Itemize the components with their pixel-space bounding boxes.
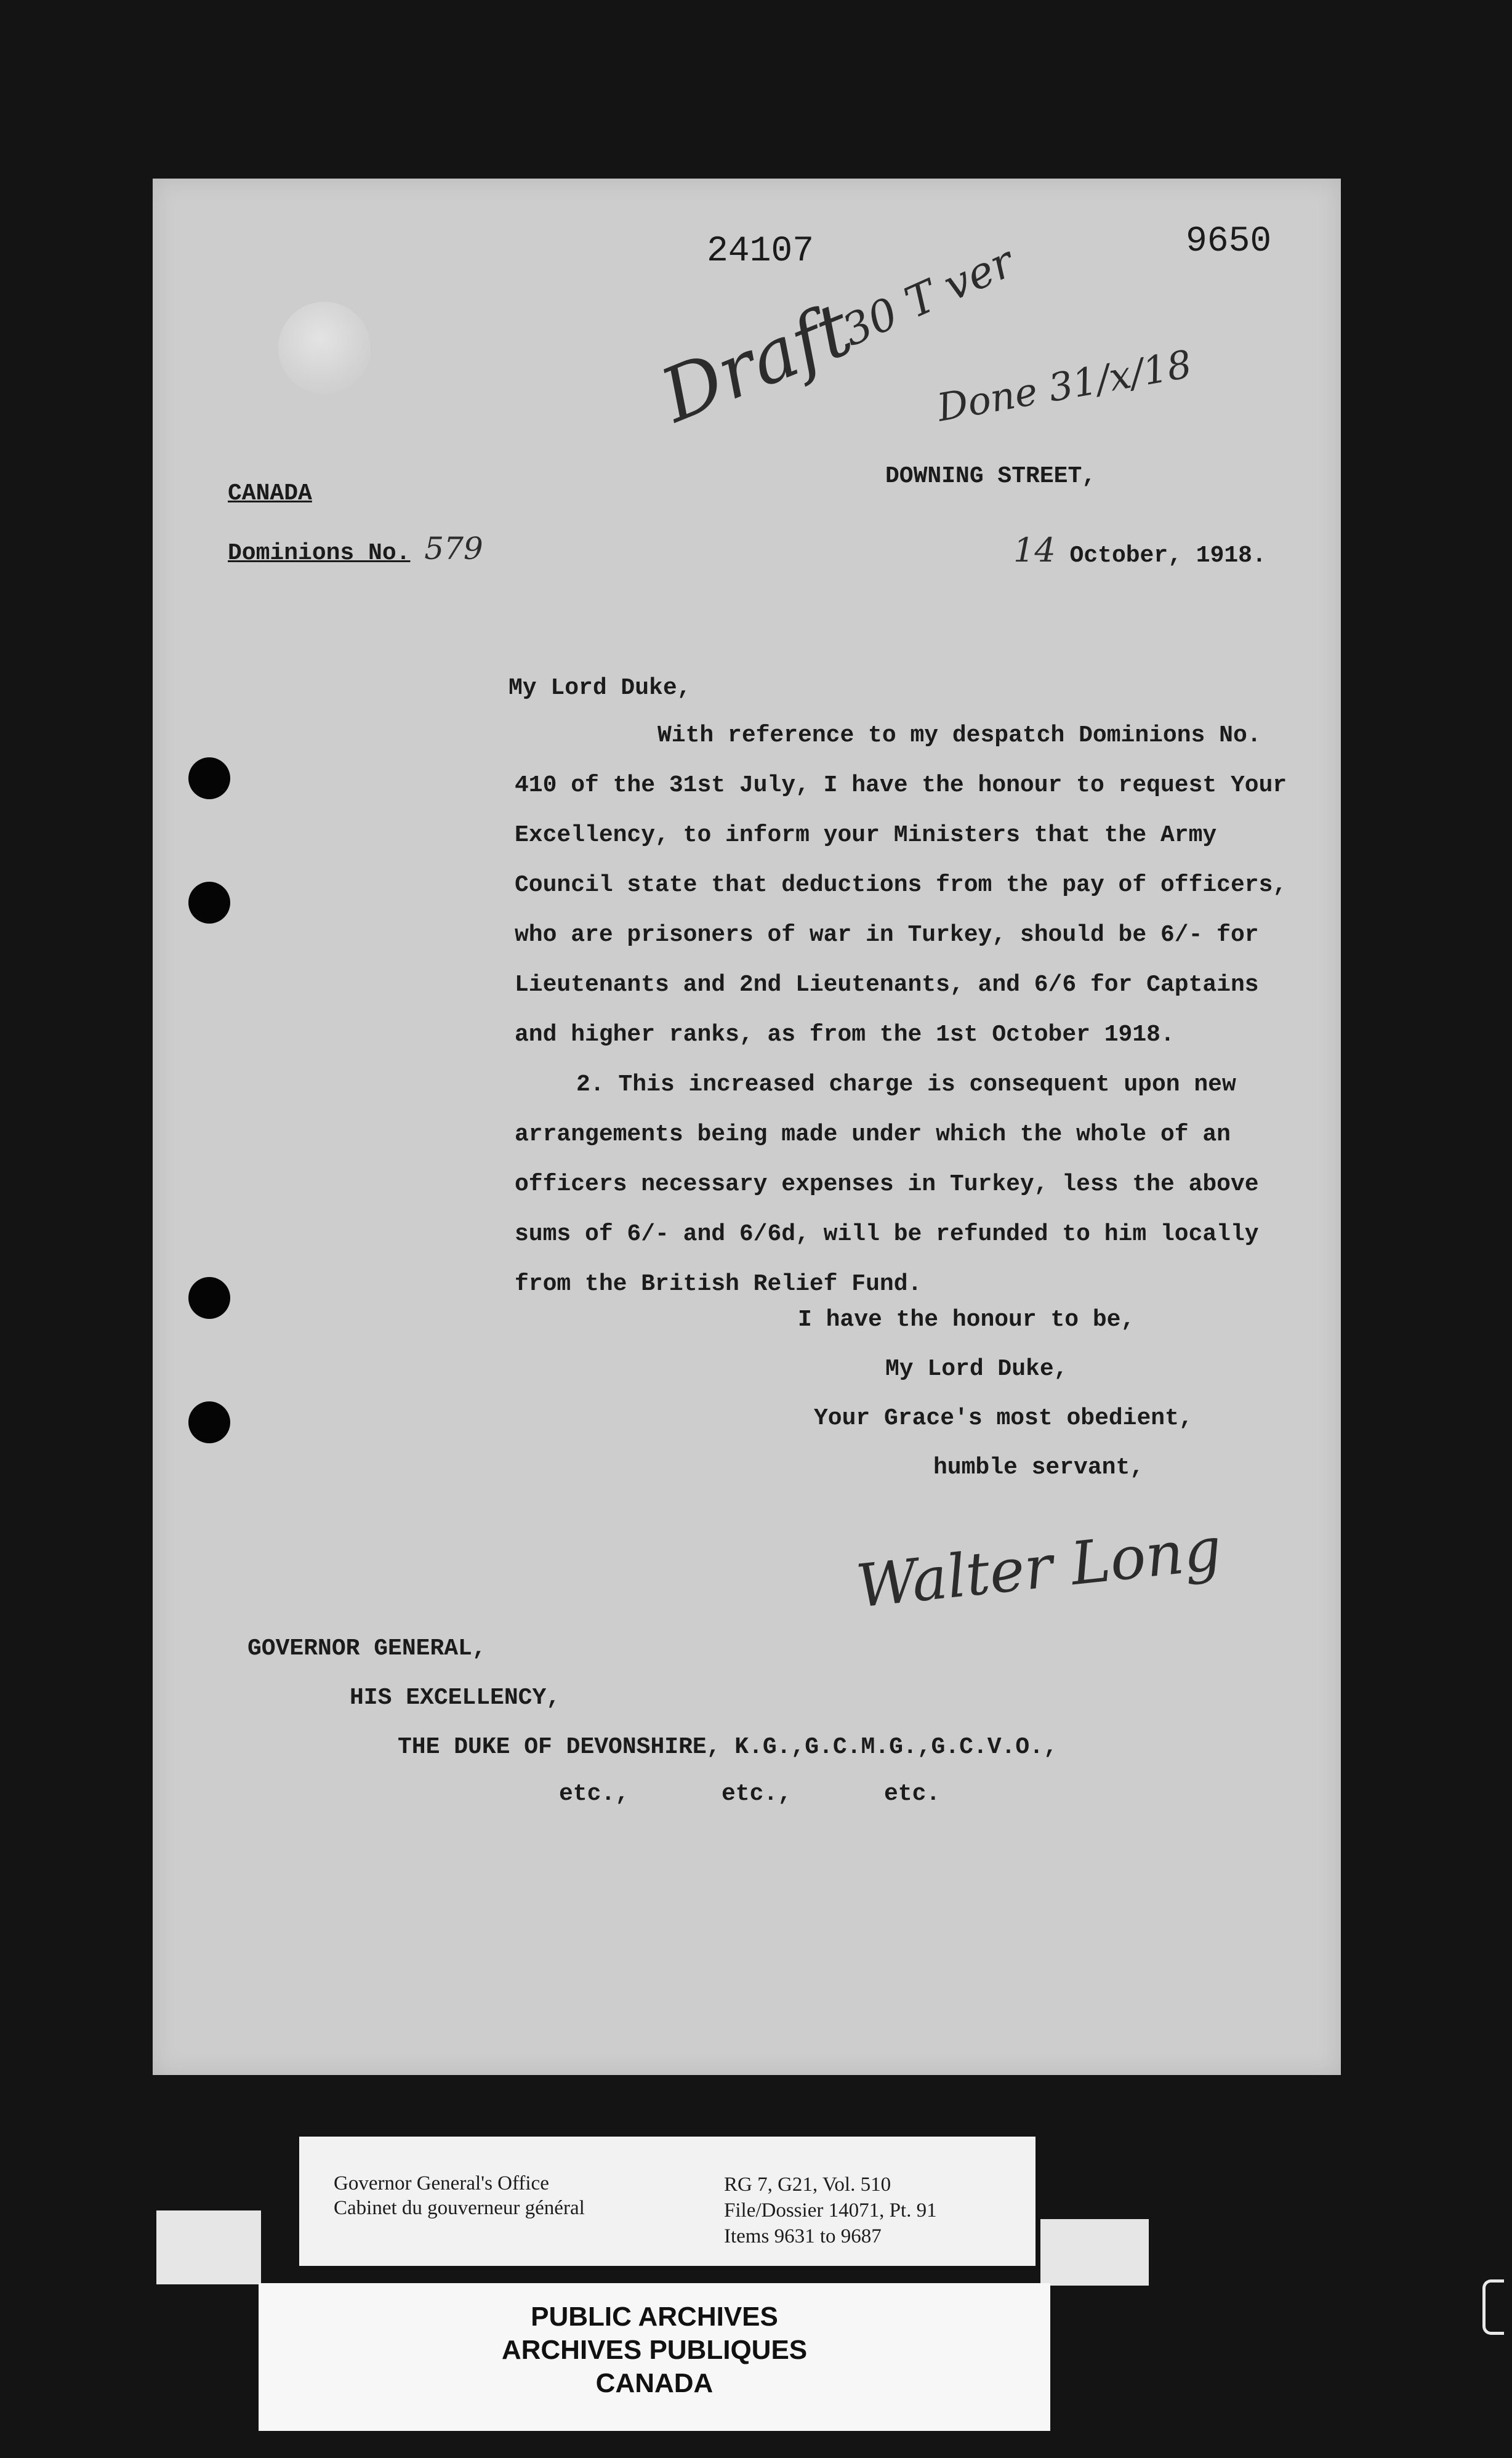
- body-line: sums of 6/- and 6/6d, will be refunded to him locally: [515, 1221, 1259, 1247]
- stamp-line: ARCHIVES PUBLIQUES: [501, 2335, 808, 2365]
- body-line: and higher ranks, as from the 1st October 1918.: [515, 1021, 1175, 1048]
- closing-line: I have the honour to be,: [798, 1307, 1135, 1333]
- label-office-fr: Cabinet du gouverneur général: [334, 2197, 585, 2219]
- body-line: Council state that deductions from the pay of officers,: [515, 872, 1287, 898]
- embossed-seal-icon: [278, 302, 371, 394]
- punch-hole-icon: [188, 1401, 230, 1443]
- closing-line: humble servant,: [933, 1454, 1144, 1481]
- etc-item: etc.: [884, 1781, 941, 1807]
- punch-hole-icon: [188, 1277, 230, 1319]
- etc-item: etc.,: [559, 1781, 630, 1807]
- body-line: Excellency, to inform your Ministers that the Army: [515, 822, 1217, 848]
- body-line: 2. This increased charge is consequent upon new: [576, 1071, 1236, 1098]
- item-number: 9650: [1186, 222, 1272, 262]
- addressee-line: HIS EXCELLENCY,: [350, 1685, 561, 1711]
- signature: Walter Long: [853, 1514, 1225, 1621]
- body-line: 410 of the 31st July, I have the honour to request Your: [515, 772, 1287, 799]
- body-line: With reference to my despatch Dominions No.: [657, 722, 1261, 749]
- salutation: My Lord Duke,: [509, 675, 691, 701]
- label-tab-left: [156, 2210, 261, 2284]
- addressee-line: GOVERNOR GENERAL,: [247, 1635, 486, 1662]
- stamp-line: CANADA: [595, 2368, 714, 2398]
- closing-line: Your Grace's most obedient,: [814, 1405, 1193, 1432]
- punch-hole-icon: [188, 882, 230, 924]
- label-tab-right: [1040, 2219, 1149, 2286]
- handwritten-ref: 30 T ver: [835, 236, 1021, 357]
- etc-item: etc.,: [722, 1781, 792, 1807]
- date-day: 14: [1013, 531, 1056, 570]
- date: [1013, 531, 1266, 570]
- handwritten-done: Done 31/x/18: [933, 341, 1196, 430]
- body-line: Lieutenants and 2nd Lieutenants, and 6/6 for Captains: [515, 972, 1259, 998]
- dominions-number: 579: [424, 531, 483, 566]
- punch-hole-icon: [188, 757, 230, 799]
- body-line: arrangements being made under which the whole of an: [515, 1121, 1231, 1148]
- label-items: Items 9631 to 9687: [724, 2225, 882, 2247]
- dominions-label-text: Dominions No.: [228, 540, 411, 566]
- body-line: from the British Relief Fund.: [515, 1271, 922, 1297]
- file-number: 24107: [707, 232, 814, 272]
- archives-stamp: [259, 2283, 1050, 2431]
- scan-edge-mark: [1482, 2279, 1504, 2335]
- body-line: officers necessary expenses in Turkey, less the above: [515, 1171, 1259, 1198]
- stamp-line: PUBLIC ARCHIVES: [531, 2302, 778, 2332]
- address: DOWNING STREET,: [885, 463, 1096, 490]
- label-office-en: Governor General's Office: [334, 2172, 549, 2194]
- label-ref: RG 7, G21, Vol. 510: [724, 2174, 891, 2196]
- handwritten-note: Draft: [649, 286, 864, 440]
- date-rest: October, 1918.: [1069, 542, 1266, 569]
- dominions-label: [228, 531, 483, 566]
- closing-line: My Lord Duke,: [885, 1356, 1068, 1382]
- letter-body: [515, 711, 1287, 1309]
- origin-label: CANADA: [228, 480, 312, 507]
- label-file: File/Dossier 14071, Pt. 91: [724, 2199, 937, 2222]
- addressee-line: THE DUKE OF DEVONSHIRE, K.G.,G.C.M.G.,G.C.V.O.,: [398, 1734, 1058, 1760]
- body-line: who are prisoners of war in Turkey, should be 6/- for: [515, 922, 1259, 948]
